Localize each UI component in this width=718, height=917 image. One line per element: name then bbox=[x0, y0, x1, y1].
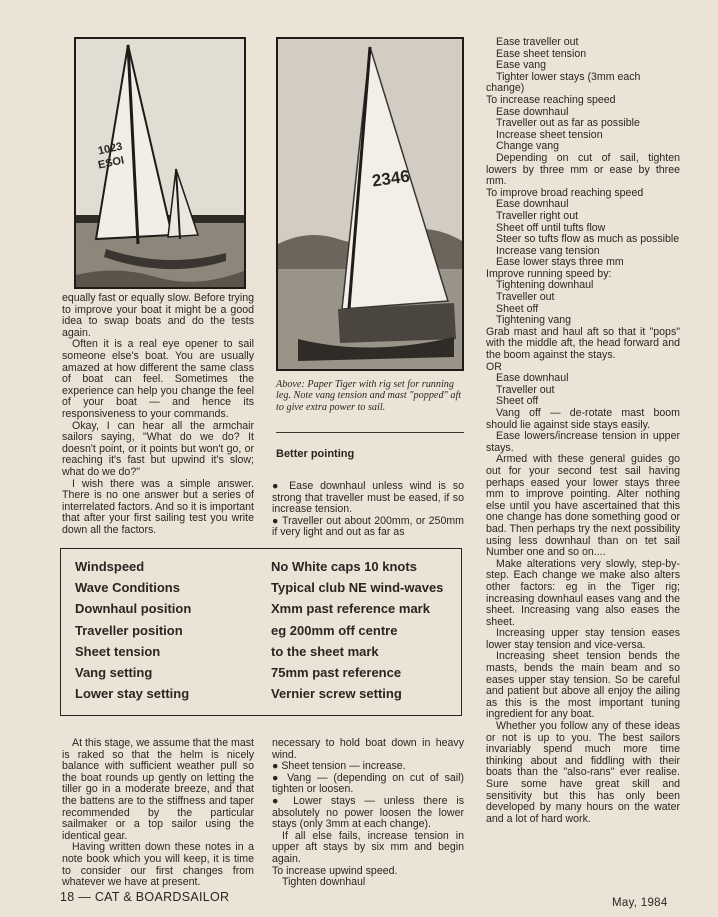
paragraph: Depending on cut of sail, tighten lowers by three mm or ease by three mm. bbox=[486, 151, 680, 188]
paragraph: Ease lowers/increase tension in upper stays. bbox=[486, 430, 680, 454]
list-line: Sheet off until tufts flow bbox=[496, 222, 606, 234]
paragraph: necessary to hold boat down in heavy wind. bbox=[272, 737, 464, 761]
left-column-bottom bbox=[62, 738, 254, 889]
line: To increase upwind speed. bbox=[272, 865, 398, 877]
center-photo-illustration bbox=[278, 39, 462, 369]
footer-date: May, 1984 bbox=[612, 897, 668, 909]
center-photo-sail-number: 2346 bbox=[370, 166, 411, 191]
list-line: Traveller out bbox=[496, 292, 555, 304]
list-line: To increase reaching speed bbox=[486, 94, 616, 106]
paragraph: Okay, I can hear all the armchair sailors saying, "What do we do? It doesn't point, or it points but won't go, or reaching it's fast but upwind it's slow; what do we do?" bbox=[62, 419, 254, 478]
photo-caption: Above: Paper Tiger with rig set for running leg. Note vang tension and mast "popped" aft to give extra power to sail. bbox=[276, 379, 462, 413]
table-label: Downhaul position bbox=[75, 601, 192, 616]
list-line: Ease lower stays three mm bbox=[496, 257, 624, 269]
list-line: Improve running speed by: bbox=[486, 268, 612, 280]
list-line: Ease downhaul bbox=[496, 106, 569, 118]
paragraph: equally fast or equally slow. Before trying to improve your boat it might be a good idea to swap boats and do the tests again. bbox=[62, 292, 254, 339]
right-column-list-2 bbox=[486, 188, 680, 234]
paragraph: If all else fails, increase tension in upper aft stays by six mm and begin again. bbox=[272, 829, 464, 865]
paragraph: Often it is a real eye opener to sail someone else's boat. You are usually amazed at how different the same class of boat can feel. Sometimes the experience can help you change the feel of your boat — and hence its responsiveness to your commands. bbox=[62, 338, 254, 420]
table-value: eg 200mm off centre bbox=[271, 623, 398, 638]
list-line: Change vang bbox=[496, 141, 560, 153]
paragraph: Steer so tufts flow as much as possible bbox=[496, 233, 680, 246]
bullet-paragraph: ● Sheet tension — increase. bbox=[272, 760, 406, 773]
paragraph: Increasing sheet tension bends the masts, bends the main beam and so eases upper stay tension. So be careful and patient but above all enjoy the ailing as this is the most important tuning ingredient for any boat. bbox=[486, 650, 680, 721]
table-value: No White caps 10 knots bbox=[271, 559, 417, 574]
paragraph: Make alterations very slowly, step-by-step. Each change we make also alters other factors: eg in the Tiger rig; increasing downhaul eases vang and the sheet. Increasing vang also eases the sheet. bbox=[486, 557, 680, 628]
table-value: to the sheet mark bbox=[271, 644, 379, 659]
list-line: Tightening vang bbox=[496, 315, 571, 327]
right-column-list-3 bbox=[486, 246, 680, 327]
list-line: Ease traveller out bbox=[496, 37, 579, 48]
list-line: Ease vang bbox=[496, 60, 547, 72]
list-line: To improve broad reaching speed bbox=[486, 187, 644, 199]
middle-column-top bbox=[272, 481, 464, 539]
paragraph: Vang off — de-rotate mast boom should lie against side stays easily. bbox=[486, 407, 680, 431]
paragraph: At this stage, we assume that the mast is raked so that the helm is nicely balance with sufficient weather pull so the boat rounds up gently on letting the tiller go in a moderate breeze, and that the battens are to the stiffness and taper recommended by the particular sailmaker or a top sailor using the identical gear. bbox=[62, 737, 254, 842]
list-line: change) bbox=[486, 83, 525, 95]
list-line: Traveller out bbox=[496, 384, 555, 396]
table-value: Xmm past reference mark bbox=[271, 601, 430, 616]
footer-page-label: 18 — CAT & BOARDSAILOR bbox=[60, 890, 230, 904]
list-line: Tightening downhaul bbox=[496, 280, 594, 292]
right-column-list-1 bbox=[486, 37, 680, 153]
list-line: Traveller out as far as possible bbox=[496, 118, 640, 130]
list-line: Tighter lower stays (3mm each bbox=[496, 71, 641, 83]
paragraph: Armed with these general guides go out for your second test sail having perhaps eased your lower stays three mm to improve pointing. Alter nothing else until you have ascertained that this one change has done something good or bad. Then perhaps try the next possibility using less downhaul than on tet sail Number one and so on.... bbox=[486, 453, 680, 559]
paragraph: Having written down these notes in a note book which you will keep, it is time to consider our first changes from whatever we have at present. bbox=[62, 841, 254, 889]
line: Tighten downhaul bbox=[282, 877, 366, 889]
right-column bbox=[486, 37, 680, 825]
left-photo-sail-number-2: ESOI bbox=[97, 154, 126, 172]
table-value: Vernier screw setting bbox=[271, 686, 402, 701]
right-column-list-4 bbox=[486, 362, 680, 408]
list-line: Increase sheet tension bbox=[496, 129, 603, 141]
paragraph: I wish there was a simple answer. There is no one answer but a series of interrelated factors. And so it is important that after your first sailing test you write down all the factors. bbox=[62, 477, 254, 536]
list-line: Increase vang tension bbox=[496, 245, 600, 257]
middle-column-bottom bbox=[272, 738, 464, 889]
list-line: OR bbox=[486, 361, 502, 373]
paragraph: Grab mast and haul aft so that it "pops" with the middle aft, the head forward and the boom against the stays. bbox=[486, 325, 680, 362]
table-value: 75mm past reference bbox=[271, 665, 402, 680]
list-line: Ease sheet tension bbox=[496, 48, 587, 60]
table-label: Sheet tension bbox=[75, 644, 161, 659]
paragraph: Whether you follow any of these ideas or not is up to you. The best sailors invariably spend much more time thinking about and fiddling with their boats than the "also-rans" ever realise. Sure some have great skill and sensitivity but this has only been developed by many hours on the water and a lot of hard work. bbox=[486, 720, 680, 825]
left-photo-sail-number-1: 1023 bbox=[97, 140, 124, 158]
table-label: Traveller position bbox=[75, 623, 183, 638]
bullet-paragraph: ● Lower stays — unless there is absolutely no power loosen the lower stays (only 3mm at each change). bbox=[272, 794, 464, 831]
bullet-paragraph: ● Vang — (depending on cut of sail) tighten or loosen. bbox=[272, 771, 464, 796]
table-label: Windspeed bbox=[75, 559, 145, 574]
list-line: Ease downhaul bbox=[496, 373, 569, 385]
caption-rule bbox=[276, 432, 464, 433]
table-value: Typical club NE wind-waves bbox=[271, 580, 444, 595]
center-catamaran-photo bbox=[276, 37, 464, 371]
list-line: Sheet off bbox=[496, 396, 539, 408]
list-line: Ease downhaul bbox=[496, 199, 569, 211]
list-line: Traveller right out bbox=[496, 210, 579, 222]
bullet-paragraph: ● Traveller out about 200mm, or 250mm if very light and out as far as bbox=[272, 514, 464, 539]
paragraph: Increasing upper stay tension eases lower stay tension and vice-versa. bbox=[486, 627, 680, 651]
bullet-paragraph: ● Ease downhaul unless wind is so strong that traveller must be eased, if so increase tension. bbox=[272, 480, 464, 516]
left-column-top bbox=[62, 293, 254, 536]
table-label: Wave Conditions bbox=[75, 580, 180, 595]
left-catamaran-photo bbox=[74, 37, 246, 289]
table-label: Vang setting bbox=[75, 665, 153, 680]
list-line: Sheet off bbox=[496, 303, 539, 315]
table-label: Lower stay setting bbox=[75, 686, 190, 701]
settings-table bbox=[60, 548, 462, 716]
section-heading-better-pointing: Better pointing bbox=[276, 448, 355, 460]
